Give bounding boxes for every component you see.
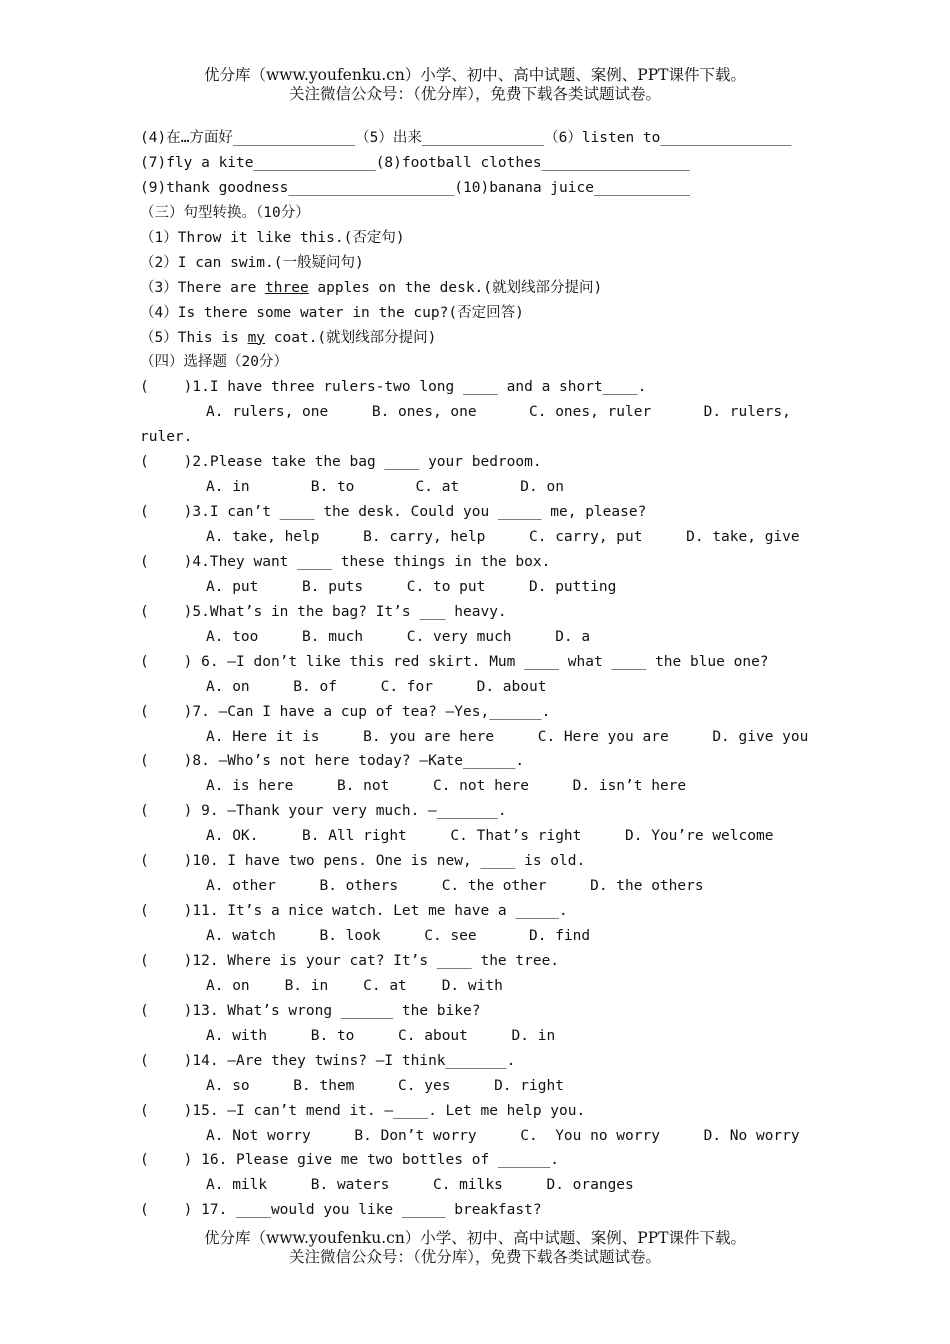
question-options: A. other B. others C. the other D. the others [206,878,704,895]
question-stem: ( ) 16. Please give me two bottles of ______. [140,1152,560,1169]
question-options: A. with B. to C. about D. in [206,1027,556,1044]
question-stem: ( )8. —Who’s not here today? —Kate______. [140,753,525,770]
question-stem: ( )10. I have two pens. One is new, ____ is old. [140,853,586,870]
underlined-word: three [265,279,309,296]
question-stem: ( )3.I can’t ____ the desk. Could you _____ me, please? [140,504,647,521]
footer-line-1: 优分库（www.youfenku.cn）小学、初中、高中试题、案例、PPT课件下载。 [203,1229,747,1247]
question-options: A. in B. to C. at D. on [206,479,564,496]
question-stem: ( )13. What’s wrong ______ the bike? [140,1002,481,1019]
question-stem: ( )2.Please take the bag ____ your bedroom. [140,454,542,471]
question-options: A. milk B. waters C. milks D. oranges [206,1177,634,1194]
question-stem: ( ) 17. ____would you like _____ breakfast? [140,1202,542,1219]
question-stem: ( )4.They want ____ these things in the box. [140,553,551,570]
question-stem: ( )12. Where is your cat? It’s ____ the tree. [140,952,560,969]
question-stem: ( )5.What’s in the bag? It’s ___ heavy. [140,603,507,620]
question-stem: ( ) 9. —Thank your very much. —_______. [140,803,507,820]
question-options: A. on B. in C. at D. with [206,977,503,994]
transform-item: （4）Is there some water in the cup?(否定回答) [140,304,524,321]
header-line-1: 优分库（www.youfenku.cn）小学、初中、高中试题、案例、PPT课件下载。 [203,66,747,84]
question-stem: ( )15. —I can’t mend it. —____. Let me help you. [140,1102,586,1119]
underlined-word: my [247,329,266,346]
exam-body [140,126,820,1223]
question-options: A. watch B. look C. see D. find [206,928,591,944]
question-options: A. take, help B. carry, help C. carry, put D. take, give [206,529,800,545]
question-options: A. rulers, one B. ones, one C. ones, ruler D. rulers, [206,404,791,421]
question-options-wrap: ruler. [140,429,193,446]
section-title: （三）句型转换。（10分） [140,204,310,221]
question-options: A. Not worry B. Don’t worry C. You no worry D. No worry [206,1127,800,1144]
question-options: A. is here B. not C. not here D. isn’t here [206,778,687,795]
transform-item: （3）There are three apples on the desk.(就划线部分提问) [140,279,603,296]
vocab-row: (7)fly a kite______________(8)football clothes_________________ [140,154,690,171]
transform-item: （2）I can swim.(一般疑问句) [140,254,364,271]
question-options: A. so B. them C. yes D. right [206,1077,564,1094]
page-header [0,66,950,104]
section-title: （四）选择题（20分） [140,354,288,371]
page-footer [0,1229,950,1267]
question-stem: ( ) 6. —I don’t like this red skirt. Mum ____ what ____ the blue one? [140,653,769,670]
footer-line-2: 关注微信公众号：（优分库），免费下载各类试题试卷。 [288,1248,661,1266]
header-line-2: 关注微信公众号：（优分库），免费下载各类试题试卷。 [288,85,661,103]
question-options: A. Here it is B. you are here C. Here you are D. give you [206,728,809,745]
question-options: A. put B. puts C. to put D. putting [206,578,617,595]
question-options: A. too B. much C. very much D. a [206,628,591,645]
question-options: A. on B. of C. for D. about [206,678,547,695]
question-stem: ( )11. It’s a nice watch. Let me have a _____. [140,903,568,920]
question-stem: ( )1.I have three rulers-two long ____ and a short____. [140,379,647,396]
question-stem: ( )14. —Are they twins? —I think_______. [140,1052,516,1069]
vocab-row: (4)在…方面好______________（5）出来______________（6）listen to_______________ [140,130,792,146]
transform-item: （5）This is my coat.(就划线部分提问) [140,329,437,346]
transform-item: （1）Throw it like this.(否定句) [140,229,405,246]
vocab-row: (9)thank goodness___________________(10)banana juice___________ [140,179,690,196]
question-options: A. OK. B. All right C. That’s right D. You’re welcome [206,828,774,845]
question-stem: ( )7. —Can I have a cup of tea? —Yes,______. [140,703,551,720]
